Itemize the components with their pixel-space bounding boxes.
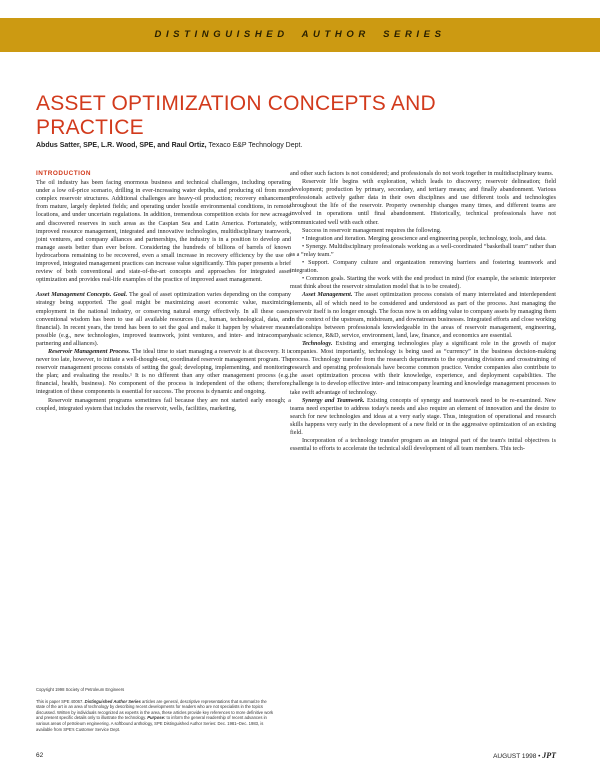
paragraph [290,340,556,397]
paragraph: Reservoir management programs sometimes fail because they are not started early enough; a coupled, integrated system that includes the reservoir, wells, facilities, marketing, [36,397,291,412]
bullet-item: • Synergy. Multidisciplinary professionals working as a well-coordinated “basketball team” rather than as a “relay team.” [290,243,556,258]
paragraph [36,291,291,348]
run-in-heading: Reservoir Management Process. [48,348,131,355]
series-note-bold: Distinguished Author Series [84,698,141,704]
paragraph [290,291,556,340]
author-affiliation: Texaco E&P Technology Dept. [208,142,303,149]
paragraph: The oil industry has been facing enormous business and technical challenges, including operating under a low oil-price scenario, drilling in ever-increasing water depths, and producing oil from more complex reservoir structures. Additional challenges are heavy-oil production; recovery enhancement from mature, largely depleted fields; and operating under hostile environmental conditions, in remote locations, and under uncertain regulations. In addition, tremendous competition exists for new acreage and discovered reserves in such areas as the Caspian Sea and Latin America. Fortunately, with improved resource management, integrated and innovative technologies, multidisciplinary teamwork, joint ventures, and company alliances and partnerships, the industry is in a position to develop and manage assets better than ever before. Considering the hundreds of billions of barrels of known hydrocarbons remaining to be recovered, even a small increase in recovery efficiency by the use of improved, integrated management practices can increase value significantly. This paper presents a brief review of both conventional and state-of-the-art concepts and approaches for integrated asset optimization and provides real-life examples of the practice of improved asset management. [36,180,291,284]
right-column [290,170,556,453]
paragraph-text: Existing and emerging technologies play a significant role in the growth of major companies. Most importantly, technology is being used as “currency” in the business decision-making process. Technology transfer from the research departments to the operating divisions and crosstraining of research and operating professionals have become common practice. Vendor companies also contribute to the asset optimization process with their knowledge, experience, and deployment capabilities. The challenge is to develop effective inter- and intracompany learning and knowledge management processes to take swift advantage of technology. [290,340,556,396]
page-number: 62 [36,752,44,759]
paragraph: Success in reservoir management requires the following. [302,227,442,234]
run-in-heading: Technology. [302,340,333,347]
article-title: ASSET OPTIMIZATION CONCEPTS AND PRACTICE [36,92,436,139]
left-column [36,170,291,413]
paragraph: and other such factors is not considered; and professionals do not work together in multidisciplinary teams. [290,171,554,177]
author-names: Abdus Satter, SPE, L.R. Wood, SPE, and Raul Ortiz, [36,142,207,149]
journal-footer [493,751,556,760]
series-note-text: articles are general, descriptive representations that summarize the state of the art in an area of technology by describing recent developments for readers who are not specialists in the topics discussed. Written by individuals recognized as experts in the area, these articles provide key references to more definitive work and present specific details only to illustrate the technology. [36,698,274,721]
paragraph-text: Existing concepts of synergy and teamwork need to be re-examined. New teams need expertise to address today's needs and also require an element of innovation and the desire to search for new technologies and ideas at a very early stage. Thus, integration of operational and research skills happens very early in the development of a new field or in the aggressive optimization of an existing field. [290,397,556,436]
paragraph [36,348,291,397]
paragraph: Reservoir life begins with exploration, which leads to discovery; reservoir delineation; field development; production by primary, secondary, and tertiary means; and finally abandonment. Various professionals actively gather data in their own disciplines and use different tools and technologies throughout the life of the reservoir. Property ownership changes many times, and different teams are involved in operations until final abandonment. Historically, technical professionals have not communicated well with each other. [290,179,556,226]
section-heading-introduction: INTRODUCTION [36,170,91,177]
journal-logo: JPT [542,751,556,760]
copyright-line: Copyright 1998 Society of Petroleum Engineers [36,687,125,692]
run-in-heading: Asset Management. [302,292,353,299]
copyright-block [36,687,274,738]
paragraph-text: The ideal time to start managing a reservoir is at discovery. It is never too late, however, to initiate a well-thought-out, coordinated reservoir management program. The reservoir management process consists of setting the goal; developing, implementing, and monitoring the plan; and evaluating the results.¹ It is no different than any other management process (e.g., financial, health, business). No component of the process is independent of the others; therefore, integration of these components is essential for success. The process is dynamic and ongoing. [36,348,292,396]
bullet-item: • Support. Company culture and organization removing barriers and fostering teamwork and integration. [290,260,556,275]
paragraph-text: The asset optimization process consists of many interrelated and interdependent elements, all of which need to be considered and understood as part of the process. Just managing the reservoir itself is no longer enough. The focus now is on adding value to company assets by managing them in the context of the upstream, midstream, and downstream businesses. Integrated efforts and close working relationships between professionals knowledgeable in the areas of reservoir management, engineering, basic science, R&D, service, environment, land, law, finance, and economics are essential. [290,292,556,339]
issue-date: AUGUST 1998 • [493,753,541,760]
paragraph [290,397,556,437]
paragraph: Incorporation of a technology transfer program as an integral part of the team's initial objectives is essential to efforts to accelerate the technical skill development of all team members. This tech- [290,438,556,453]
series-note-text: This is paper SPE 40067. [36,698,84,704]
run-in-heading: Asset Management Concepts. Goal. [36,292,128,299]
author-line [36,142,566,149]
run-in-heading: Synergy and Teamwork. [302,397,365,404]
series-note [36,699,274,733]
series-note-bold: Purpose: [147,715,166,721]
bullet-item: • Integration and iteration. Merging geoscience and engineering people, technology, tools, and data. [302,235,547,242]
paragraph-text: The goal of asset optimization varies depending on the company strategy being supported. The goal might be maximizing asset economic value, maximizing employment in the national industry, or conserving natural energy effectively. In all these cases, conventional wisdom has been to use all available resources (i.e., human, technological, data, and financial). In recent years, the trend has been to set the goal and make it happen by whatever means possible (e.g., new technologies, improved teamwork, joint ventures, and inter- and intracompany partnering and alliances). [36,292,291,347]
bullet-item: • Common goals. Starting the work with the end product in mind (for example, the seismic interpreter must think about the reservoir simulation model that is to be created). [290,276,556,291]
series-note-text: to inform the general readership of recent advances in various areas of petroleum engineering. A softbound anthology, SPE Distinguished Author Series: Dec. 1981–Dec. 1983, is available from SPE's Customer Service Dept. [36,715,267,732]
series-banner: DISTINGUISHED AUTHOR SERIES [0,18,600,52]
